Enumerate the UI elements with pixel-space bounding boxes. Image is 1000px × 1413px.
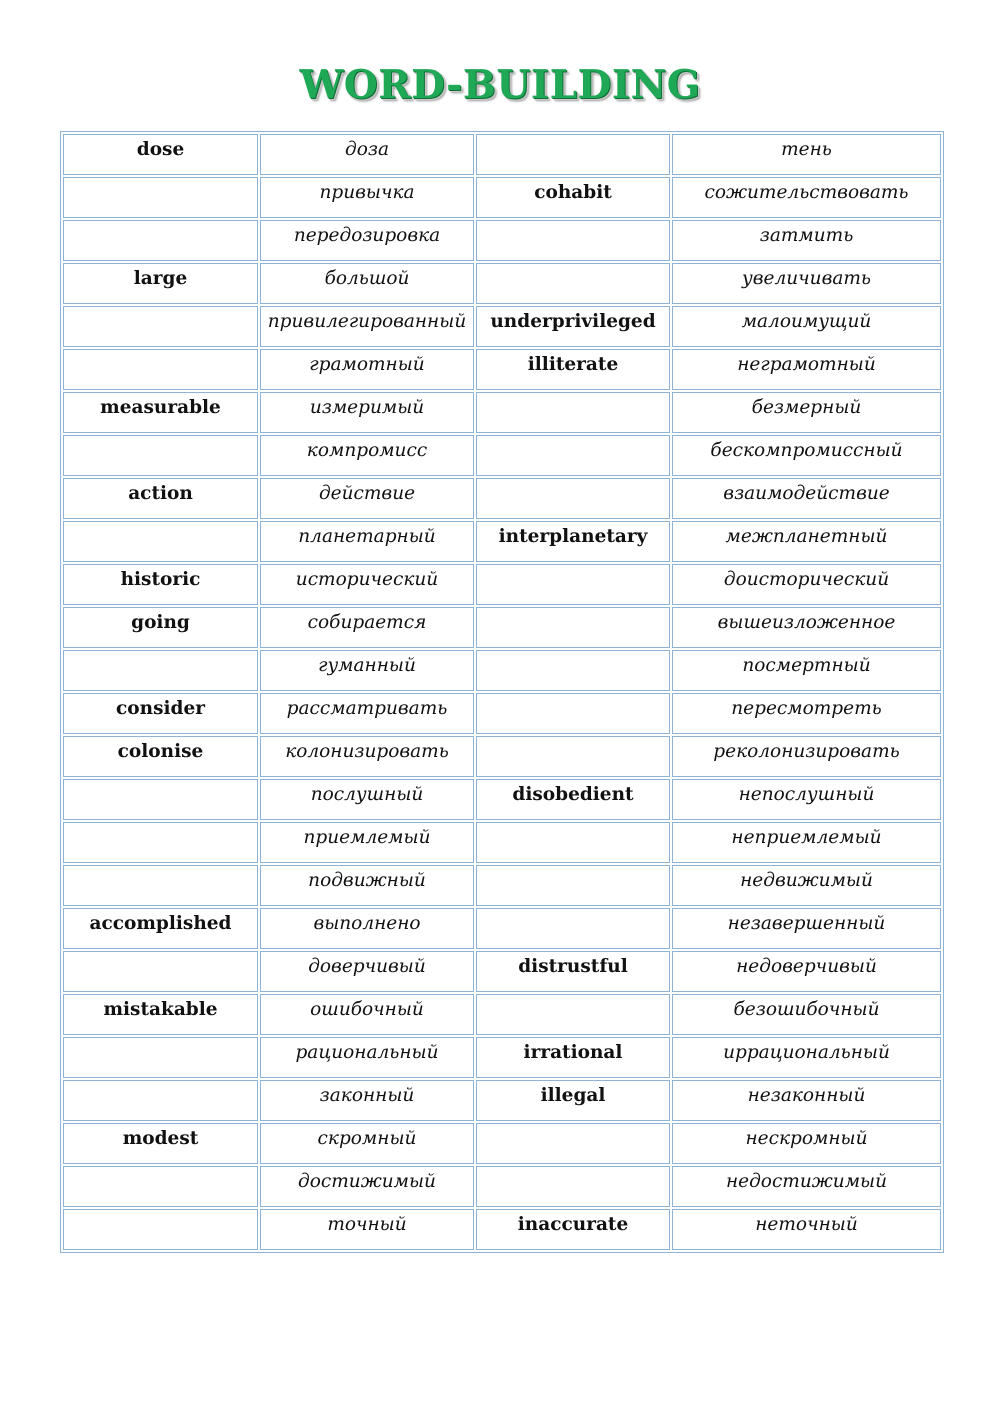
base-translation-cell: собирается <box>260 607 474 648</box>
derived-translation-cell: недоверчивый <box>672 951 941 992</box>
derived-translation-cell: взаимодействие <box>672 478 941 519</box>
table-row <box>63 306 941 347</box>
base-translation-cell: гуманный <box>260 650 474 691</box>
derived-translation-cell: иррациональный <box>672 1037 941 1078</box>
base-translation-cell: послушный <box>260 779 474 820</box>
table-row <box>63 435 941 476</box>
table-row <box>63 908 941 949</box>
base-word-cell: going <box>63 607 258 648</box>
derived-word-cell: interplanetary <box>476 521 670 562</box>
derived-translation-cell: затмить <box>672 220 941 261</box>
base-translation-cell: выполнено <box>260 908 474 949</box>
table-row <box>63 177 941 218</box>
base-translation-cell: скромный <box>260 1123 474 1164</box>
derived-word-cell: irrational <box>476 1037 670 1078</box>
base-translation-cell: доза <box>260 134 474 175</box>
derived-translation-cell: пересмотреть <box>672 693 941 734</box>
base-translation-cell: грамотный <box>260 349 474 390</box>
derived-translation-cell: малоимущий <box>672 306 941 347</box>
derived-word-cell <box>476 435 670 476</box>
table-row <box>63 779 941 820</box>
base-translation-cell: доверчивый <box>260 951 474 992</box>
derived-word-cell <box>476 865 670 906</box>
base-translation-cell: измеримый <box>260 392 474 433</box>
derived-translation-cell: безмерный <box>672 392 941 433</box>
base-translation-cell: передозировка <box>260 220 474 261</box>
base-translation-cell: подвижный <box>260 865 474 906</box>
derived-word-cell <box>476 263 670 304</box>
table-row <box>63 1166 941 1207</box>
table-row <box>63 564 941 605</box>
base-word-cell <box>63 177 258 218</box>
base-translation-cell: рассматривать <box>260 693 474 734</box>
base-word-cell <box>63 951 258 992</box>
derived-word-cell <box>476 478 670 519</box>
derived-word-cell: cohabit <box>476 177 670 218</box>
base-word-cell: large <box>63 263 258 304</box>
base-translation-cell: планетарный <box>260 521 474 562</box>
derived-word-cell: underprivileged <box>476 306 670 347</box>
table-row <box>63 134 941 175</box>
table-row <box>63 1123 941 1164</box>
base-word-cell: action <box>63 478 258 519</box>
derived-translation-cell: незаконный <box>672 1080 941 1121</box>
table-row <box>63 478 941 519</box>
base-word-cell: modest <box>63 1123 258 1164</box>
derived-translation-cell: недостижимый <box>672 1166 941 1207</box>
derived-word-cell <box>476 220 670 261</box>
base-translation-cell: ошибочный <box>260 994 474 1035</box>
base-translation-cell: законный <box>260 1080 474 1121</box>
base-translation-cell: действие <box>260 478 474 519</box>
base-word-cell: measurable <box>63 392 258 433</box>
base-word-cell: historic <box>63 564 258 605</box>
table-row <box>63 994 941 1035</box>
derived-word-cell <box>476 134 670 175</box>
table-row <box>63 392 941 433</box>
derived-translation-cell: безошибочный <box>672 994 941 1035</box>
derived-translation-cell: тень <box>672 134 941 175</box>
base-word-cell <box>63 865 258 906</box>
derived-word-cell <box>476 736 670 777</box>
base-word-cell <box>63 1037 258 1078</box>
derived-word-cell: inaccurate <box>476 1209 670 1250</box>
base-translation-cell: достижимый <box>260 1166 474 1207</box>
base-translation-cell: исторический <box>260 564 474 605</box>
base-word-cell <box>63 1166 258 1207</box>
derived-translation-cell: доисторический <box>672 564 941 605</box>
base-translation-cell: точный <box>260 1209 474 1250</box>
base-word-cell <box>63 650 258 691</box>
table-row <box>63 1209 941 1250</box>
derived-translation-cell: неприемлемый <box>672 822 941 863</box>
table-row <box>63 693 941 734</box>
base-translation-cell: рациональный <box>260 1037 474 1078</box>
word-building-table <box>60 131 944 1253</box>
derived-word-cell <box>476 822 670 863</box>
base-word-cell: colonise <box>63 736 258 777</box>
derived-word-cell <box>476 564 670 605</box>
base-translation-cell: большой <box>260 263 474 304</box>
derived-translation-cell: сожительствовать <box>672 177 941 218</box>
derived-translation-cell: межпланетный <box>672 521 941 562</box>
base-translation-cell: привилегированный <box>260 306 474 347</box>
base-translation-cell: колонизировать <box>260 736 474 777</box>
derived-translation-cell: нескромный <box>672 1123 941 1164</box>
derived-word-cell <box>476 607 670 648</box>
page-title: WORD-BUILDING <box>299 62 701 108</box>
table-row <box>63 951 941 992</box>
derived-word-cell <box>476 1123 670 1164</box>
table-row <box>63 607 941 648</box>
base-translation-cell: приемлемый <box>260 822 474 863</box>
base-word-cell: consider <box>63 693 258 734</box>
derived-translation-cell: недвижимый <box>672 865 941 906</box>
base-word-cell <box>63 779 258 820</box>
base-word-cell <box>63 435 258 476</box>
derived-translation-cell: бескомпромиссный <box>672 435 941 476</box>
derived-translation-cell: неточный <box>672 1209 941 1250</box>
base-word-cell <box>63 521 258 562</box>
derived-translation-cell: незавершенный <box>672 908 941 949</box>
base-translation-cell: компромисс <box>260 435 474 476</box>
base-word-cell <box>63 822 258 863</box>
base-word-cell <box>63 220 258 261</box>
derived-word-cell <box>476 1166 670 1207</box>
table-row <box>63 349 941 390</box>
table-row <box>63 1037 941 1078</box>
derived-word-cell: illiterate <box>476 349 670 390</box>
base-word-cell: mistakable <box>63 994 258 1035</box>
derived-translation-cell: неграмотный <box>672 349 941 390</box>
derived-translation-cell: увеличивать <box>672 263 941 304</box>
base-word-cell <box>63 1209 258 1250</box>
base-word-cell: dose <box>63 134 258 175</box>
table-row <box>63 263 941 304</box>
derived-word-cell: disobedient <box>476 779 670 820</box>
derived-word-cell <box>476 650 670 691</box>
base-word-cell: accomplished <box>63 908 258 949</box>
base-translation-cell: привычка <box>260 177 474 218</box>
table-row <box>63 865 941 906</box>
derived-word-cell: illegal <box>476 1080 670 1121</box>
table-row <box>63 1080 941 1121</box>
table-row <box>63 822 941 863</box>
table-body <box>63 134 941 1250</box>
table-row <box>63 736 941 777</box>
base-word-cell <box>63 306 258 347</box>
base-word-cell <box>63 349 258 390</box>
derived-translation-cell: вышеизложенное <box>672 607 941 648</box>
derived-word-cell <box>476 693 670 734</box>
base-word-cell <box>63 1080 258 1121</box>
derived-word-cell <box>476 908 670 949</box>
derived-translation-cell: реколонизировать <box>672 736 941 777</box>
derived-word-cell <box>476 392 670 433</box>
derived-translation-cell: посмертный <box>672 650 941 691</box>
derived-word-cell: distrustful <box>476 951 670 992</box>
derived-translation-cell: непослушный <box>672 779 941 820</box>
derived-word-cell <box>476 994 670 1035</box>
table-row <box>63 521 941 562</box>
table-row <box>63 650 941 691</box>
table-row <box>63 220 941 261</box>
